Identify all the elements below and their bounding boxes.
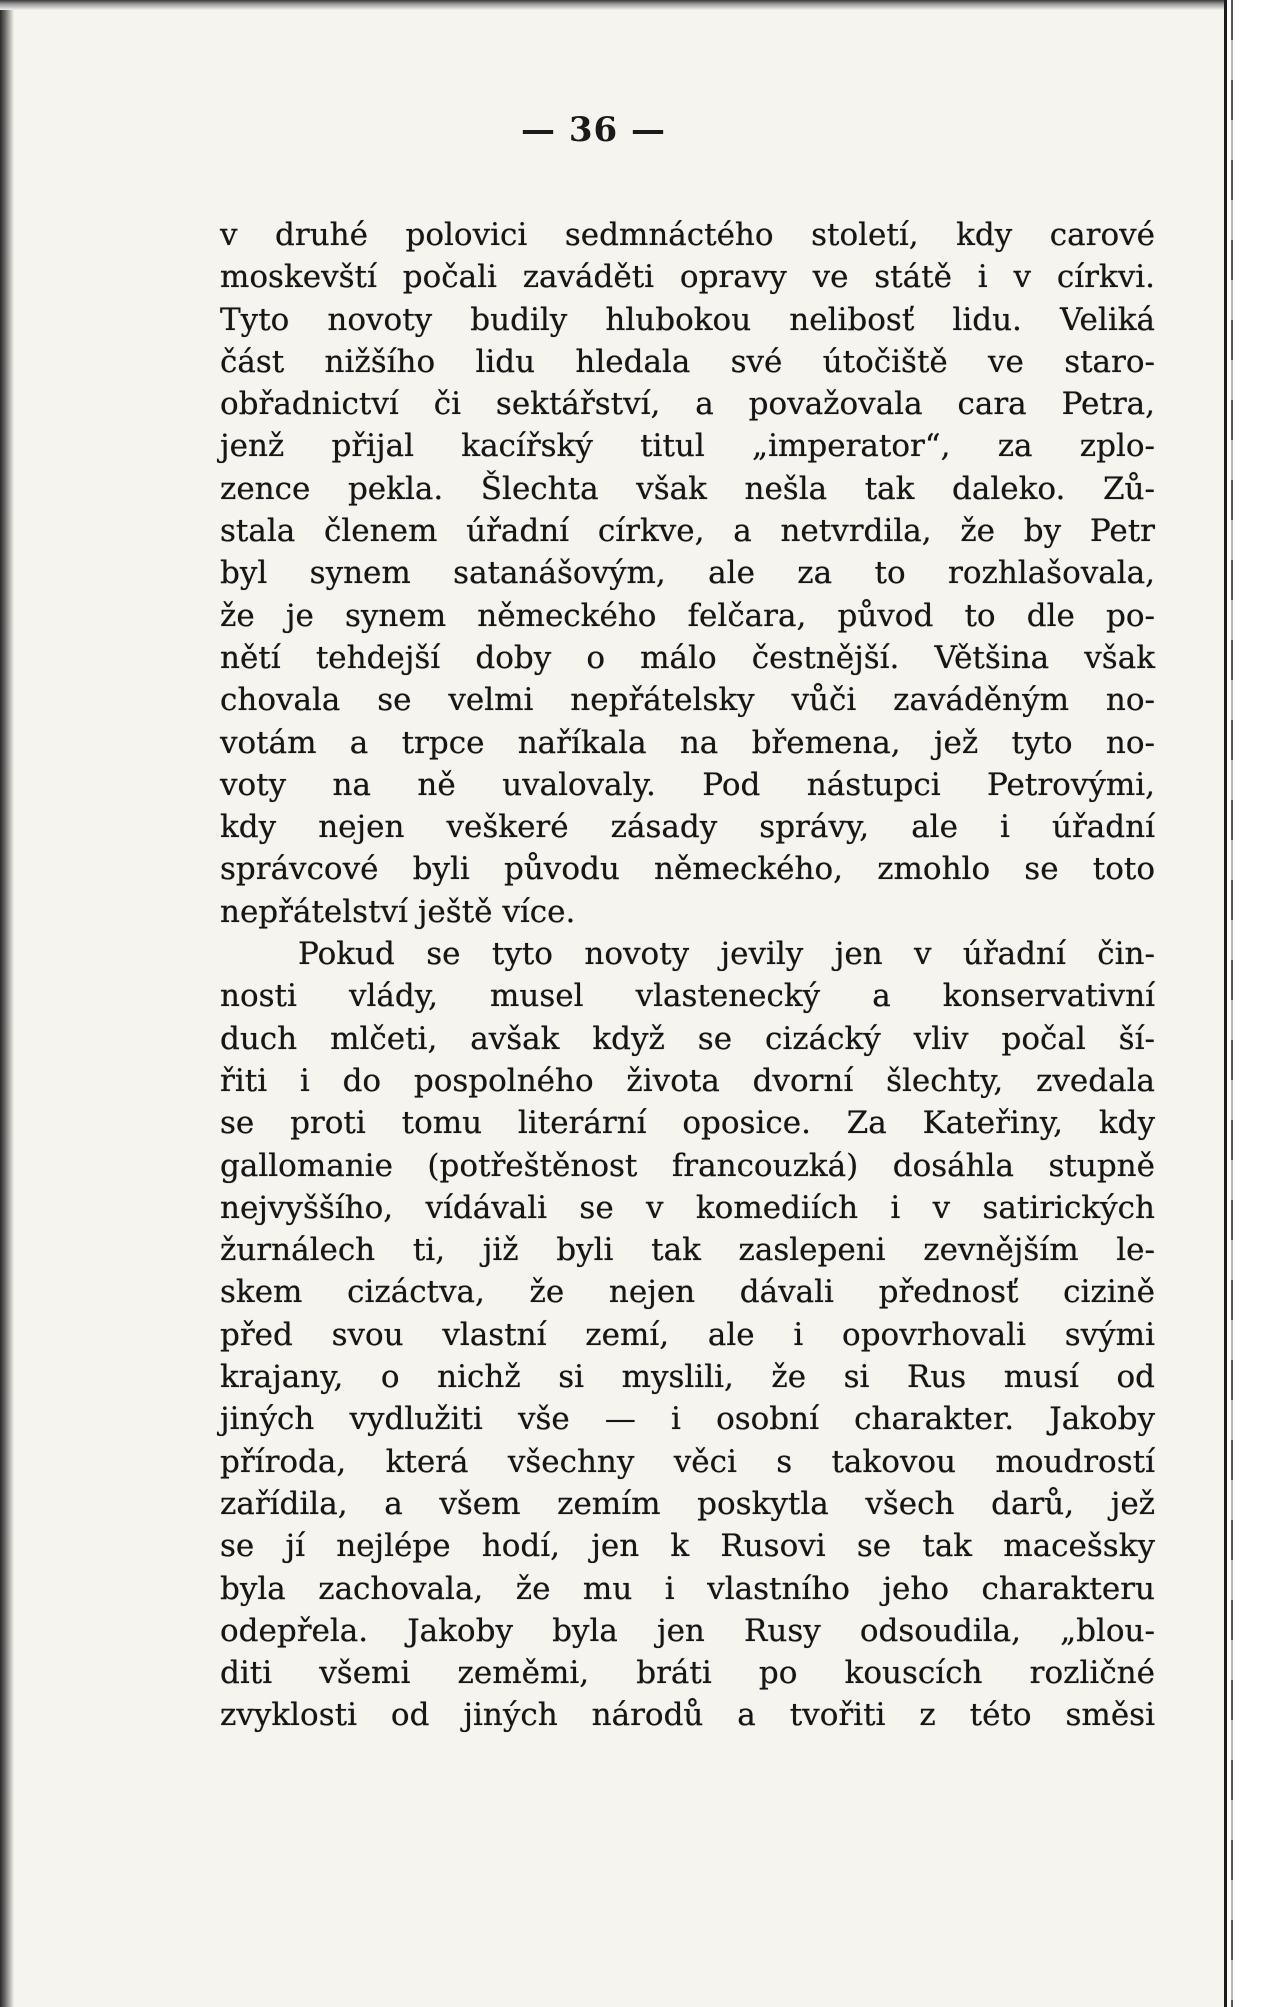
text-line: jenž přijal kacířský titul „imperator“, za zplo- xyxy=(220,428,1155,465)
text-line: jiných vydlužiti vše — i osobní charakter. Jakoby xyxy=(220,1401,1155,1438)
text-line: kdy nejen veškeré zásady správy, ale i úřadní xyxy=(220,809,1155,846)
text-line: příroda, která všechny věci s takovou moudrostí xyxy=(220,1443,1155,1480)
text-line: žurnálech ti, již byli tak zaslepeni zevnějším le- xyxy=(220,1232,1155,1269)
text-line: odepřela. Jakoby byla jen Rusy odsoudila, „blou- xyxy=(220,1612,1155,1649)
text-line: nětí tehdejší doby o málo čestnější. Většina však xyxy=(220,639,1155,676)
scan-edge-left xyxy=(0,0,14,2007)
text-line: se jí nejlépe hodí, jen k Rusovi se tak macešsky xyxy=(220,1528,1155,1565)
text-line: duch mlčeti, avšak když se cizácký vliv počal ší- xyxy=(220,1020,1155,1057)
text-line: řiti i do pospolného života dvorní šlechty, zvedala xyxy=(220,1062,1155,1099)
text-line: zvyklosti od jiných národů a tvořiti z této směsi xyxy=(220,1697,1155,1734)
text-line: část nižšího lidu hledala své útočiště ve staro- xyxy=(220,343,1155,380)
text-line: obřadnictví či sektářství, a považovala cara Petra, xyxy=(220,386,1155,423)
text-line: krajany, o nichž si myslili, že si Rus musí od xyxy=(220,1359,1155,1396)
text-line: že je synem německého felčara, původ to dle po- xyxy=(220,597,1155,634)
body-text xyxy=(220,214,1155,1737)
text-line: v druhé polovici sedmnáctého století, kdy carové xyxy=(220,217,1155,253)
text-line: gallomanie (potřeštěnost francouzká) dosáhla stupně xyxy=(220,1147,1155,1184)
text-line: se proti tomu literární oposice. Za Kateřiny, kdy xyxy=(220,1105,1155,1142)
text-line: nejvyššího, vídávali se v komediích i v satirických xyxy=(220,1189,1155,1226)
text-line: byl synem satanášovým, ale za to rozhlašovala, xyxy=(220,555,1155,592)
scan-edge-top xyxy=(0,0,1271,10)
text-line: správcové byli původu německého, zmohlo se toto xyxy=(220,851,1155,888)
text-line: Tyto novoty budily hlubokou nelibosť lidu. Veliká xyxy=(220,301,1155,338)
text-line: byla zachovala, že mu i vlastního jeho charakteru xyxy=(220,1570,1155,1607)
text-line: moskevští počali zaváděti opravy ve státě i v církvi. xyxy=(220,259,1155,296)
text-line: zařídila, a všem zemím poskytla všech darů, jež xyxy=(220,1485,1155,1522)
text-line: nosti vlády, musel vlastenecký a konservativní xyxy=(220,978,1155,1015)
text-line: zence pekla. Šlechta však nešla tak daleko. Zů- xyxy=(220,470,1155,507)
paragraph-1 xyxy=(220,214,1155,933)
page-number: — 36 — xyxy=(521,110,666,150)
text-line: votám a trpce naříkala na břemena, jež tyto no- xyxy=(220,724,1155,761)
text-line: voty na ně uvalovaly. Pod nástupci Petrovými, xyxy=(220,766,1155,803)
text-line: diti všemi zeměmi, bráti po kouscích rozličné xyxy=(220,1655,1155,1692)
text-line: Pokud se tyto novoty jevily jen v úřadní čin- xyxy=(298,936,1155,973)
text-line: chovala se velmi nepřátelsky vůči zaváděným no- xyxy=(220,682,1155,719)
paragraph-2 xyxy=(220,933,1155,1737)
text-line: stala členem úřadní církve, a netvrdila, že by Petr xyxy=(220,513,1155,550)
scan-edge-right xyxy=(1224,0,1271,2007)
text-line: skem cizáctva, že nejen dávali přednosť cizině xyxy=(220,1274,1155,1311)
text-line: před svou vlastní zemí, ale i opovrhovali svými xyxy=(220,1316,1155,1353)
text-line: nepřátelství ještě více. xyxy=(220,893,576,930)
